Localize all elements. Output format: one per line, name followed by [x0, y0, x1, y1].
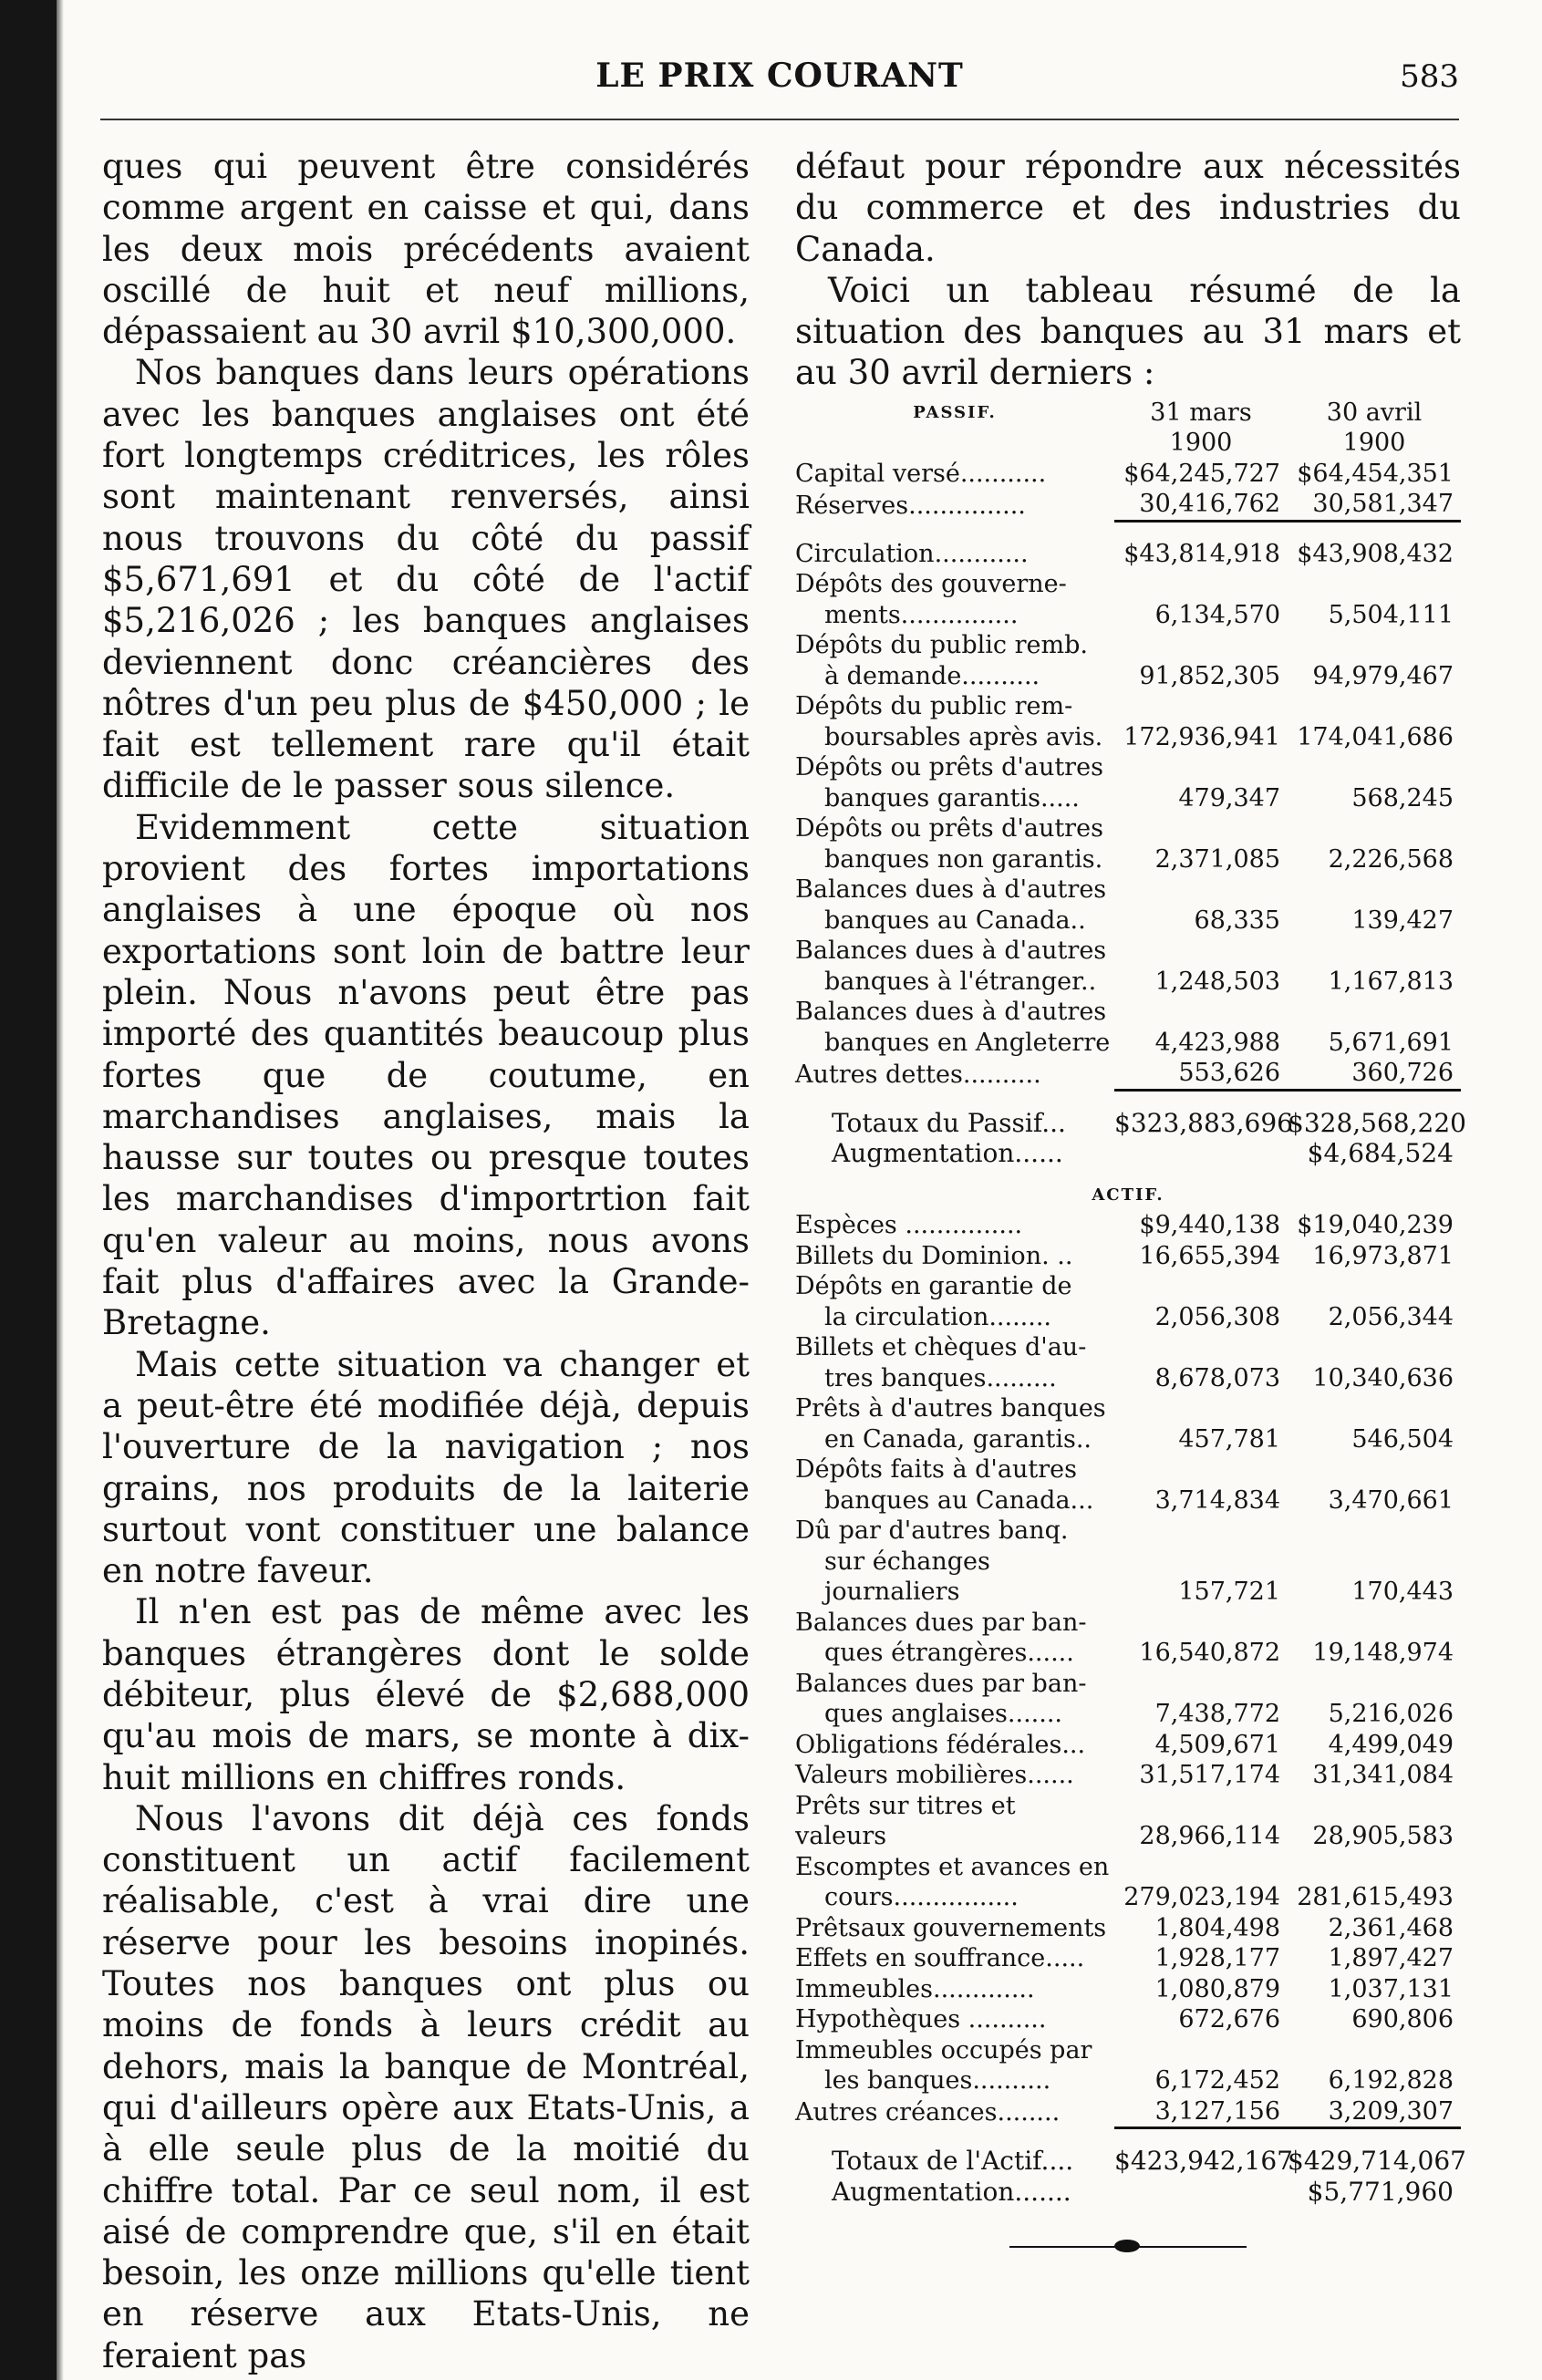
book-spine-shadow — [0, 0, 57, 2380]
column-date-mars: 31 mars — [1150, 398, 1252, 427]
row-label: Réserves............... — [795, 491, 1026, 520]
row-label: banques garantis..... — [824, 783, 1080, 812]
value-mars: 3,127,156 — [1114, 2096, 1288, 2128]
value-avril: 28,905,583 — [1312, 1822, 1454, 1851]
value-mars: $43,814,918 — [1123, 539, 1280, 568]
value-mars: 8,678,073 — [1154, 1363, 1280, 1392]
row-label: Prêts à d'autres banques — [795, 1394, 1106, 1423]
value-avril: 1,167,813 — [1328, 967, 1454, 996]
value-avril: 174,041,686 — [1297, 722, 1454, 751]
row-label: tres banques......... — [824, 1363, 1057, 1392]
row-label: banques à l'étranger.. — [824, 967, 1097, 996]
table-intro — [795, 146, 1461, 394]
row-label: Prêtsaux gouvernements — [795, 1913, 1107, 1942]
value-mars: 6,172,452 — [1154, 2066, 1280, 2095]
value-avril: $19,040,239 — [1297, 1211, 1454, 1240]
row-label: Dû par d'autres banq. — [795, 1516, 1069, 1546]
value-avril: $64,454,351 — [1297, 459, 1454, 488]
value-mars: 457,781 — [1178, 1424, 1280, 1454]
row-label: en Canada, garantis.. — [824, 1424, 1092, 1454]
value-avril: 281,615,493 — [1297, 1883, 1454, 1912]
value-mars: 6,134,570 — [1154, 600, 1280, 629]
row-label: Dépôts des gouverne- — [795, 570, 1067, 599]
row-label: banques en Angleterre — [824, 1028, 1111, 1057]
paragraph: ques qui peuvent être considérés comme argent en caisse et qui, dans les deux mois précédents avaient oscillé de huit et neuf millions, dépassaient au 30 avril $10,300,000. — [102, 147, 750, 352]
row-label: les banques.......... — [824, 2066, 1051, 2095]
paragraph: défaut pour répondre aux nécessités du commerce et des industries du Canada. — [795, 147, 1461, 269]
value-avril: 19,148,974 — [1312, 1639, 1454, 1668]
value-mars: 279,023,194 — [1123, 1883, 1280, 1912]
row-label: Circulation............ — [795, 539, 1029, 568]
actif-heading: ACTIF. — [1092, 1185, 1164, 1205]
value-avril: 568,245 — [1351, 783, 1454, 812]
value-mars: 16,655,394 — [1139, 1241, 1280, 1270]
column-year-avril: 1900 — [1342, 429, 1406, 458]
row-label: ques étrangères...... — [824, 1639, 1074, 1668]
value-avril: 2,056,344 — [1328, 1302, 1454, 1331]
value-mars: 91,852,305 — [1139, 661, 1280, 690]
value-mars: 1,248,503 — [1154, 967, 1280, 996]
row-label: Espèces ............... — [795, 1211, 1023, 1240]
row-label: Obligations fédérales... — [795, 1730, 1086, 1759]
row-label: Capital versé........... — [795, 459, 1047, 488]
paragraph: Nous l'avons dit déjà ces fonds constituent un actif facilement réalisable, c'est à vrai dire une réserve pour les besoins inopinés. Toutes nos banques ont plus ou moins de fonds à leurs crédit au dehors, mais la banque de Montréal, qui d'ailleurs opère aux Etats-Unis, a à elle seule plus de la moitié du chiffre total. Par ce seul nom, il est aisé de comprendre que, s'il en était besoin, les onze millions qu'elle tient en réserve aux Etats-Unis, ne feraient pas — [102, 1798, 750, 2375]
header-rule — [100, 119, 1459, 120]
value-mars: 553,626 — [1114, 1058, 1288, 1090]
row-label: ques anglaises....... — [824, 1700, 1062, 1729]
row-label: Escomptes et avances en — [795, 1852, 1110, 1881]
value-mars: 28,966,114 — [1139, 1822, 1280, 1851]
end-ornament — [1009, 2238, 1247, 2256]
page-header — [100, 57, 1459, 102]
row-label: banques non garantis. — [824, 844, 1103, 874]
column-date-avril: 30 avril — [1326, 398, 1423, 427]
total-mars — [1114, 2177, 1288, 2208]
row-label: Balances dues par ban- — [795, 1608, 1087, 1637]
row-label: la circulation........ — [824, 1302, 1052, 1331]
passif-heading: PASSIF. — [913, 402, 997, 422]
row-label: Balances dues à d'autres — [795, 936, 1107, 966]
row-label: Immeubles............. — [795, 1974, 1035, 2003]
passif-totals-group — [795, 1107, 1466, 1169]
value-avril: 170,443 — [1351, 1578, 1454, 1607]
value-avril: $43,908,432 — [1297, 539, 1454, 568]
row-label: Balances dues à d'autres — [795, 875, 1107, 905]
row-label: ments............... — [824, 600, 1019, 629]
row-label: Prêts sur titres et valeurs — [795, 1791, 1016, 1851]
spine-gradient — [57, 0, 64, 2380]
value-avril: 2,226,568 — [1328, 844, 1454, 874]
value-mars: 1,080,879 — [1154, 1974, 1280, 2003]
value-mars: 2,371,085 — [1154, 844, 1280, 874]
paragraph: Mais cette situation va changer et a peut-être été modifiée déjà, depuis l'ouverture de la navigation ; nos grains, nos produits de la laiterie surtout vont constituer une balance en notre faveur. — [102, 1344, 750, 1591]
right-column — [795, 146, 1466, 2256]
row-label: Valeurs mobilières...... — [795, 1761, 1074, 1790]
column-year-mars: 1900 — [1169, 429, 1233, 458]
row-label: Billets du Dominion. .. — [795, 1241, 1073, 1270]
total-label: Augmentation...... — [832, 1138, 1063, 1169]
value-avril: 10,340,636 — [1312, 1363, 1454, 1392]
value-mars: 4,509,671 — [1154, 1730, 1280, 1759]
value-avril: 5,671,691 — [1328, 1028, 1454, 1057]
paragraph: Nos banques dans leurs opérations avec les banques anglaises ont été fort longtemps créditrices, les rôles sont maintenant renversés, ainsi nous trouvons du côté du passif $5,671,691 et du côté de l'actif $5,216,026 ; les banques anglaises deviennent donc créancières des nôtres d'un peu plus de $450,000 ; le fait est tellement rare qu'il était difficile de le passer sous silence. — [102, 353, 750, 806]
row-label: Immeubles occupés par — [795, 2035, 1092, 2064]
row-label: banques au Canada.. — [824, 905, 1086, 935]
value-mars: 4,423,988 — [1154, 1028, 1280, 1057]
value-mars: 3,714,834 — [1154, 1485, 1280, 1515]
row-label: Autres dettes.......... — [795, 1060, 1041, 1089]
value-avril: 31,341,084 — [1312, 1761, 1454, 1790]
total-mars: $323,883,696 — [1114, 1107, 1293, 1138]
row-label: Dépôts du public remb. — [795, 631, 1088, 660]
value-avril: 1,897,427 — [1328, 1944, 1454, 1973]
actif-totals-group — [795, 2146, 1466, 2207]
total-avril: $429,714,067 — [1288, 2146, 1466, 2177]
paragraph: Voici un tableau résumé de la situation des banques au 31 mars et au 30 avril derniers : — [795, 270, 1461, 393]
value-mars: 172,936,941 — [1123, 722, 1280, 751]
row-label: Dépôts du public rem- — [795, 692, 1073, 721]
total-avril: $5,771,960 — [1307, 2176, 1454, 2207]
value-avril: 94,979,467 — [1312, 661, 1454, 690]
value-mars: 68,335 — [1194, 905, 1280, 935]
value-avril: 30,581,347 — [1288, 489, 1461, 521]
total-label: Augmentation....... — [832, 2176, 1071, 2207]
value-avril: 6,192,828 — [1328, 2066, 1454, 2095]
total-avril: $328,568,220 — [1288, 1107, 1466, 1138]
value-mars: 31,517,174 — [1139, 1761, 1280, 1790]
value-mars: 479,347 — [1178, 783, 1280, 812]
value-mars: 30,416,762 — [1114, 489, 1288, 521]
bank-statement-table — [795, 398, 1466, 2208]
total-label: Totaux du Passif... — [832, 1107, 1066, 1138]
row-label: Balances dues par ban- — [795, 1669, 1087, 1698]
value-mars: 672,676 — [1178, 2005, 1280, 2034]
total-mars: $423,942,167 — [1114, 2146, 1293, 2177]
value-avril: 2,361,468 — [1328, 1913, 1454, 1942]
row-label: Dépôts ou prêts d'autres — [795, 814, 1103, 843]
value-mars: $9,440,138 — [1139, 1211, 1280, 1240]
paragraph: Il n'en est pas de même avec les banques étrangères dont le solde débiteur, plus élevé de $2,688,000 qu'au mois de mars, se monte à dix-huit millions en chiffres ronds. — [102, 1592, 750, 1797]
row-label: Dépôts faits à d'autres — [795, 1455, 1077, 1485]
value-avril: 5,504,111 — [1328, 600, 1454, 629]
page-number: 583 — [1400, 58, 1459, 95]
row-label: Billets et chèques d'au- — [795, 1333, 1087, 1362]
passif-capital-group — [795, 459, 1461, 539]
left-column — [102, 146, 750, 2376]
value-avril: 1,037,131 — [1328, 1974, 1454, 2003]
value-mars: 2,056,308 — [1154, 1302, 1280, 1331]
total-label: Totaux de l'Actif.... — [832, 2146, 1074, 2177]
value-avril: 4,499,049 — [1328, 1730, 1454, 1759]
passif-liabilities-group — [795, 539, 1461, 1108]
value-mars: 157,721 — [1178, 1578, 1280, 1607]
actif-assets-group — [795, 1210, 1461, 2146]
value-avril: 16,973,871 — [1312, 1241, 1454, 1270]
value-avril: 3,209,307 — [1288, 2096, 1461, 2128]
row-label: Dépôts ou prêts d'autres — [795, 753, 1103, 782]
row-label: banques au Canada... — [824, 1485, 1094, 1515]
row-label: cours................ — [824, 1883, 1019, 1912]
value-avril: 546,504 — [1351, 1424, 1454, 1454]
row-label: Effets en souffrance..... — [795, 1944, 1085, 1973]
value-mars: 1,804,498 — [1154, 1913, 1280, 1942]
row-label: Dépôts en garantie de — [795, 1272, 1072, 1301]
row-label: Balances dues à d'autres — [795, 998, 1107, 1027]
value-mars: 16,540,872 — [1139, 1639, 1280, 1668]
running-title: LE PRIX COURANT — [595, 57, 964, 95]
row-label: Hypothèques .......... — [795, 2005, 1047, 2034]
value-avril: 690,806 — [1351, 2005, 1454, 2034]
value-avril: 360,726 — [1288, 1058, 1461, 1090]
row-label: Autres créances........ — [795, 2098, 1061, 2127]
value-mars: 7,438,772 — [1154, 1700, 1280, 1729]
total-mars — [1114, 1138, 1288, 1169]
total-avril: $4,684,524 — [1307, 1138, 1454, 1169]
row-label: boursables après avis. — [824, 722, 1103, 751]
row-label: à demande.......... — [824, 661, 1040, 690]
value-mars: 1,928,177 — [1154, 1944, 1280, 1973]
row-label: sur échanges journaliers — [824, 1547, 990, 1607]
value-mars: $64,245,727 — [1123, 459, 1280, 488]
paragraph: Evidemment cette situation provient des fortes importations anglaises à une époque où nos exportations sont loin de battre leur plein. Nous n'avons peut être pas importé des quantités beaucoup plus fortes que de coutume, en marchandises anglaises, mais la hausse sur toutes ou presque toutes les marchandises d'importrtion fait qu'en valeur au moins, nous avons fait plus d'affaires avec la Grande-Bretagne. — [102, 807, 750, 1343]
value-avril: 5,216,026 — [1328, 1700, 1454, 1729]
value-avril: 3,470,661 — [1328, 1485, 1454, 1515]
value-avril: 139,427 — [1351, 905, 1454, 935]
